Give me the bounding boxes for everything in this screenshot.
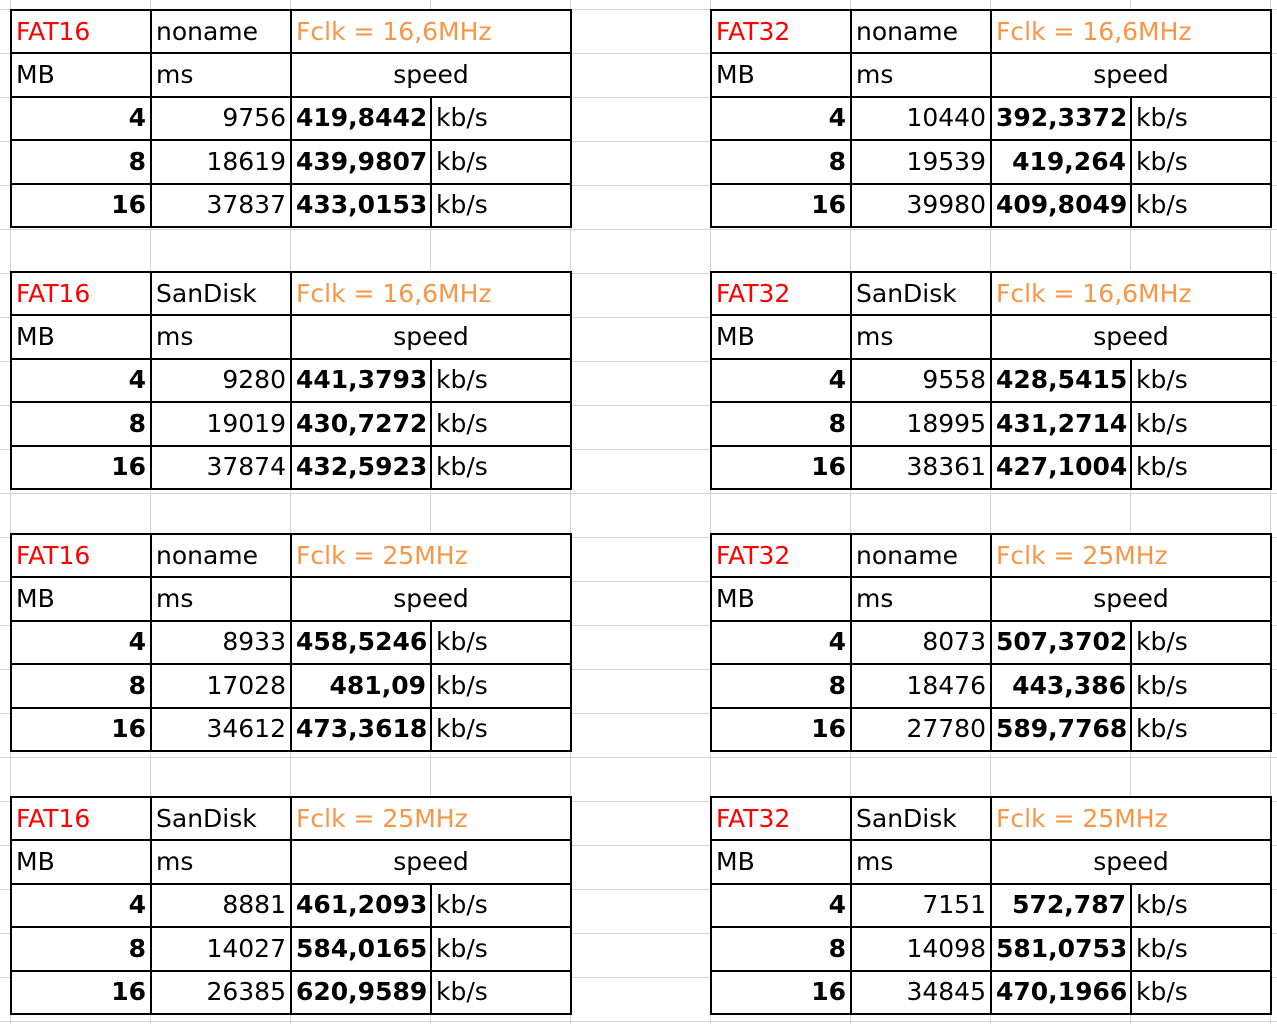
speed-header-cell[interactable]: speed [291, 840, 571, 883]
column-header-row [11, 840, 571, 883]
card-cell[interactable]: noname [851, 534, 991, 577]
benchmark-table-fat16-sandisk-25mhz [10, 796, 572, 1015]
clock-cell[interactable]: Fclk = 16,6MHz [991, 10, 1271, 53]
filesystem-cell[interactable]: FAT32 [711, 272, 851, 315]
unit-cell[interactable]: kb/s [431, 402, 571, 445]
table-row [711, 402, 1271, 445]
ms-cell[interactable]: 8073 [851, 621, 991, 664]
benchmark-table-fat16-noname-25mhz [10, 533, 572, 752]
benchmark-table-fat32-sandisk-25mhz [710, 796, 1272, 1015]
table-row [711, 884, 1271, 927]
ms-header-cell[interactable]: ms [851, 315, 991, 358]
speed-cell[interactable]: 584,0165 [291, 927, 431, 970]
card-cell[interactable]: noname [151, 10, 291, 53]
card-cell[interactable]: SanDisk [851, 797, 991, 840]
mb-cell[interactable]: 8 [711, 140, 851, 183]
filesystem-cell[interactable]: FAT16 [11, 10, 151, 53]
benchmark-table-fat32-noname-25mhz [710, 533, 1272, 752]
ms-cell[interactable]: 8881 [151, 884, 291, 927]
clock-cell[interactable]: Fclk = 25MHz [291, 534, 571, 577]
mb-header-cell[interactable]: MB [11, 577, 151, 620]
table-row [711, 184, 1271, 227]
speed-cell[interactable]: 439,9807 [291, 140, 431, 183]
mb-cell[interactable]: 8 [11, 927, 151, 970]
ms-cell[interactable]: 17028 [151, 664, 291, 707]
card-cell[interactable]: SanDisk [151, 272, 291, 315]
ms-cell[interactable]: 7151 [851, 884, 991, 927]
unit-cell[interactable]: kb/s [431, 446, 571, 489]
table-row [11, 140, 571, 183]
mb-cell[interactable]: 4 [11, 97, 151, 140]
ms-cell[interactable]: 38361 [851, 446, 991, 489]
table-row [11, 927, 571, 970]
speed-header-cell[interactable]: speed [291, 53, 571, 96]
unit-cell[interactable]: kb/s [1131, 446, 1271, 489]
ms-cell[interactable]: 14027 [151, 927, 291, 970]
mb-cell[interactable]: 16 [11, 446, 151, 489]
unit-cell[interactable]: kb/s [1131, 402, 1271, 445]
table-row [11, 884, 571, 927]
card-cell[interactable]: SanDisk [151, 797, 291, 840]
table-header-row [711, 534, 1271, 577]
speed-cell[interactable]: 433,0153 [291, 184, 431, 227]
mb-cell[interactable]: 4 [11, 884, 151, 927]
clock-cell[interactable]: Fclk = 25MHz [991, 797, 1271, 840]
table-row [11, 359, 571, 402]
speed-cell[interactable]: 572,787 [991, 884, 1131, 927]
mb-header-cell[interactable]: MB [711, 315, 851, 358]
speed-cell[interactable]: 427,1004 [991, 446, 1131, 489]
mb-cell[interactable]: 4 [711, 97, 851, 140]
speed-header-cell[interactable]: speed [291, 577, 571, 620]
column-header-row [711, 840, 1271, 883]
speed-cell[interactable]: 481,09 [291, 664, 431, 707]
ms-cell[interactable]: 27780 [851, 708, 991, 751]
ms-cell[interactable]: 9280 [151, 359, 291, 402]
table-row [11, 621, 571, 664]
mb-cell[interactable]: 16 [11, 184, 151, 227]
speed-cell[interactable]: 392,3372 [991, 97, 1131, 140]
clock-cell[interactable]: Fclk = 16,6MHz [991, 272, 1271, 315]
speed-cell[interactable]: 620,9589 [291, 971, 431, 1014]
unit-cell[interactable]: kb/s [431, 140, 571, 183]
ms-cell[interactable]: 9558 [851, 359, 991, 402]
speed-cell[interactable]: 409,8049 [991, 184, 1131, 227]
filesystem-cell[interactable]: FAT16 [11, 797, 151, 840]
mb-cell[interactable]: 4 [711, 621, 851, 664]
ms-cell[interactable]: 14098 [851, 927, 991, 970]
mb-header-cell[interactable]: MB [711, 577, 851, 620]
table-row [11, 446, 571, 489]
ms-cell[interactable]: 19539 [851, 140, 991, 183]
ms-header-cell[interactable]: ms [151, 315, 291, 358]
benchmark-table-fat32-sandisk-16mhz [710, 271, 1272, 490]
column-header-row [711, 577, 1271, 620]
benchmark-table-fat16-noname-16mhz [10, 9, 572, 228]
ms-cell[interactable]: 37874 [151, 446, 291, 489]
table-row [711, 708, 1271, 751]
table-header-row [711, 797, 1271, 840]
ms-header-cell[interactable]: ms [851, 53, 991, 96]
unit-cell[interactable]: kb/s [431, 927, 571, 970]
table-row [11, 97, 571, 140]
speed-cell[interactable]: 428,5415 [991, 359, 1131, 402]
mb-header-cell[interactable]: MB [11, 315, 151, 358]
filesystem-cell[interactable]: FAT32 [711, 534, 851, 577]
ms-cell[interactable]: 18476 [851, 664, 991, 707]
ms-header-cell[interactable]: ms [151, 53, 291, 96]
table-header-row [711, 272, 1271, 315]
clock-cell[interactable]: Fclk = 16,6MHz [291, 272, 571, 315]
ms-header-cell[interactable]: ms [151, 577, 291, 620]
unit-cell[interactable]: kb/s [1131, 359, 1271, 402]
speed-cell[interactable]: 473,3618 [291, 708, 431, 751]
table-header-row [11, 272, 571, 315]
card-cell[interactable]: SanDisk [851, 272, 991, 315]
speed-header-cell[interactable]: speed [991, 53, 1271, 96]
mb-cell[interactable]: 8 [711, 927, 851, 970]
unit-cell[interactable]: kb/s [431, 359, 571, 402]
mb-cell[interactable]: 8 [11, 140, 151, 183]
unit-cell[interactable]: kb/s [431, 97, 571, 140]
unit-cell[interactable]: kb/s [431, 971, 571, 1014]
ms-cell[interactable]: 19019 [151, 402, 291, 445]
table-row [11, 184, 571, 227]
table-row [11, 664, 571, 707]
mb-cell[interactable]: 8 [711, 402, 851, 445]
column-header-row [711, 53, 1271, 96]
speed-cell[interactable]: 441,3793 [291, 359, 431, 402]
ms-cell[interactable]: 18995 [851, 402, 991, 445]
mb-header-cell[interactable]: MB [11, 53, 151, 96]
speed-cell[interactable]: 507,3702 [991, 621, 1131, 664]
unit-cell[interactable]: kb/s [431, 621, 571, 664]
benchmark-table-fat32-noname-16mhz [710, 9, 1272, 228]
speed-cell[interactable]: 443,386 [991, 664, 1131, 707]
table-header-row [711, 10, 1271, 53]
table-row [711, 927, 1271, 970]
unit-cell[interactable]: kb/s [1131, 97, 1271, 140]
card-cell[interactable]: noname [151, 534, 291, 577]
mb-cell[interactable]: 4 [11, 359, 151, 402]
table-header-row [11, 797, 571, 840]
speed-header-cell[interactable]: speed [291, 315, 571, 358]
card-cell[interactable]: noname [851, 10, 991, 53]
mb-cell[interactable]: 8 [711, 664, 851, 707]
speed-cell[interactable]: 430,7272 [291, 402, 431, 445]
column-header-row [11, 53, 571, 96]
mb-cell[interactable]: 8 [11, 664, 151, 707]
table-row [711, 664, 1271, 707]
filesystem-cell[interactable]: FAT32 [711, 797, 851, 840]
unit-cell[interactable]: kb/s [1131, 708, 1271, 751]
speed-cell[interactable]: 581,0753 [991, 927, 1131, 970]
ms-cell[interactable]: 37837 [151, 184, 291, 227]
unit-cell[interactable]: kb/s [1131, 664, 1271, 707]
clock-cell[interactable]: Fclk = 25MHz [291, 797, 571, 840]
table-row [711, 971, 1271, 1014]
table-row [711, 621, 1271, 664]
mb-cell[interactable]: 4 [711, 884, 851, 927]
speed-header-cell[interactable]: speed [991, 840, 1271, 883]
clock-cell[interactable]: Fclk = 16,6MHz [291, 10, 571, 53]
ms-cell[interactable]: 9756 [151, 97, 291, 140]
unit-cell[interactable]: kb/s [1131, 140, 1271, 183]
speed-cell[interactable]: 458,5246 [291, 621, 431, 664]
table-row [711, 359, 1271, 402]
ms-header-cell[interactable]: ms [851, 577, 991, 620]
mb-cell[interactable]: 16 [11, 708, 151, 751]
mb-header-cell[interactable]: MB [711, 53, 851, 96]
ms-cell[interactable]: 8933 [151, 621, 291, 664]
ms-cell[interactable]: 34845 [851, 971, 991, 1014]
speed-cell[interactable]: 419,264 [991, 140, 1131, 183]
unit-cell[interactable]: kb/s [431, 184, 571, 227]
unit-cell[interactable]: kb/s [431, 664, 571, 707]
mb-header-cell[interactable]: MB [711, 840, 851, 883]
table-header-row [11, 10, 571, 53]
table-row [711, 140, 1271, 183]
table-row [711, 446, 1271, 489]
mb-cell[interactable]: 16 [711, 971, 851, 1014]
speed-cell[interactable]: 432,5923 [291, 446, 431, 489]
ms-header-cell[interactable]: ms [851, 840, 991, 883]
unit-cell[interactable]: kb/s [1131, 971, 1271, 1014]
mb-cell[interactable]: 16 [711, 708, 851, 751]
mb-cell[interactable]: 8 [11, 402, 151, 445]
column-header-row [11, 577, 571, 620]
ms-cell[interactable]: 34612 [151, 708, 291, 751]
speed-header-cell[interactable]: speed [991, 577, 1271, 620]
unit-cell[interactable]: kb/s [1131, 621, 1271, 664]
table-header-row [11, 534, 571, 577]
unit-cell[interactable]: kb/s [431, 884, 571, 927]
filesystem-cell[interactable]: FAT16 [11, 534, 151, 577]
ms-cell[interactable]: 10440 [851, 97, 991, 140]
unit-cell[interactable]: kb/s [1131, 884, 1271, 927]
mb-cell[interactable]: 16 [11, 971, 151, 1014]
mb-cell[interactable]: 4 [11, 621, 151, 664]
clock-cell[interactable]: Fclk = 25MHz [991, 534, 1271, 577]
mb-header-cell[interactable]: MB [11, 840, 151, 883]
table-row [11, 708, 571, 751]
speed-cell[interactable]: 461,2093 [291, 884, 431, 927]
speed-cell[interactable]: 589,7768 [991, 708, 1131, 751]
benchmark-table-fat16-sandisk-16mhz [10, 271, 572, 490]
ms-cell[interactable]: 26385 [151, 971, 291, 1014]
table-row [11, 971, 571, 1014]
unit-cell[interactable]: kb/s [1131, 927, 1271, 970]
table-row [711, 97, 1271, 140]
unit-cell[interactable]: kb/s [431, 708, 571, 751]
mb-cell[interactable]: 16 [711, 184, 851, 227]
ms-cell[interactable]: 18619 [151, 140, 291, 183]
filesystem-cell[interactable]: FAT32 [711, 10, 851, 53]
speed-cell[interactable]: 470,1966 [991, 971, 1131, 1014]
column-header-row [711, 315, 1271, 358]
ms-header-cell[interactable]: ms [151, 840, 291, 883]
unit-cell[interactable]: kb/s [1131, 184, 1271, 227]
mb-cell[interactable]: 16 [711, 446, 851, 489]
table-row [11, 402, 571, 445]
mb-cell[interactable]: 4 [711, 359, 851, 402]
speed-cell[interactable]: 419,8442 [291, 97, 431, 140]
column-header-row [11, 315, 571, 358]
speed-header-cell[interactable]: speed [991, 315, 1271, 358]
ms-cell[interactable]: 39980 [851, 184, 991, 227]
speed-cell[interactable]: 431,2714 [991, 402, 1131, 445]
filesystem-cell[interactable]: FAT16 [11, 272, 151, 315]
